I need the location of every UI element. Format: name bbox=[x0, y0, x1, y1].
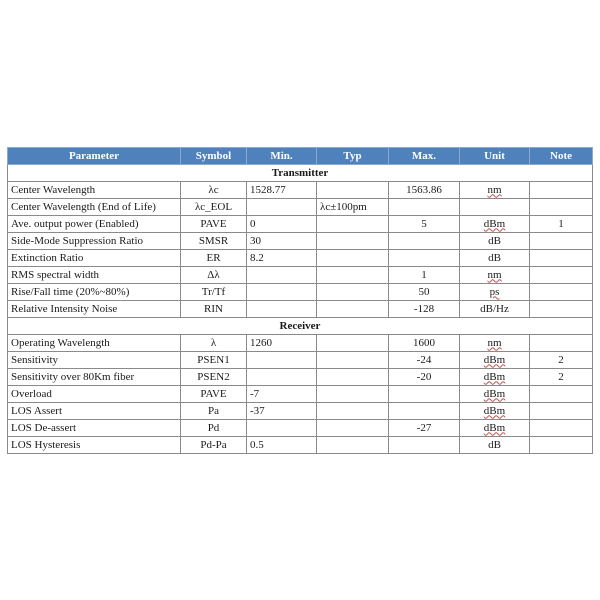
cell-unit bbox=[460, 420, 530, 437]
cell-symbol: Δλ bbox=[181, 267, 247, 284]
cell-max: 1600 bbox=[389, 335, 460, 352]
table-row bbox=[8, 335, 593, 352]
cell-typ bbox=[317, 420, 389, 437]
section-title: Transmitter bbox=[8, 165, 593, 182]
cell-typ bbox=[317, 386, 389, 403]
cell-typ bbox=[317, 267, 389, 284]
cell-symbol: PAVE bbox=[181, 216, 247, 233]
cell-symbol: ER bbox=[181, 250, 247, 267]
cell-note: 2 bbox=[530, 369, 593, 386]
cell-max: -128 bbox=[389, 301, 460, 318]
cell-max: -24 bbox=[389, 352, 460, 369]
cell-max: 1563.86 bbox=[389, 182, 460, 199]
spec-table bbox=[7, 147, 593, 454]
cell-note bbox=[530, 199, 593, 216]
header-parameter: Parameter bbox=[8, 148, 181, 165]
cell-note bbox=[530, 420, 593, 437]
cell-parameter: Side-Mode Suppression Ratio bbox=[8, 233, 181, 250]
cell-unit: dB/Hz bbox=[460, 301, 530, 318]
cell-min bbox=[247, 267, 317, 284]
cell-parameter: RMS spectral width bbox=[8, 267, 181, 284]
cell-parameter: Center Wavelength bbox=[8, 182, 181, 199]
cell-max bbox=[389, 250, 460, 267]
cell-parameter: Sensitivity bbox=[8, 352, 181, 369]
cell-symbol: λc bbox=[181, 182, 247, 199]
header-min: Min. bbox=[247, 148, 317, 165]
cell-typ bbox=[317, 284, 389, 301]
cell-symbol: λ bbox=[181, 335, 247, 352]
cell-symbol: PSEN2 bbox=[181, 369, 247, 386]
cell-unit bbox=[460, 386, 530, 403]
cell-note bbox=[530, 301, 593, 318]
cell-symbol: Pa bbox=[181, 403, 247, 420]
cell-parameter: Overload bbox=[8, 386, 181, 403]
cell-unit bbox=[460, 267, 530, 284]
unit-text: nm bbox=[487, 183, 502, 196]
cell-max bbox=[389, 386, 460, 403]
cell-note bbox=[530, 437, 593, 454]
table-row bbox=[8, 250, 593, 267]
header-symbol: Symbol bbox=[181, 148, 247, 165]
table-row bbox=[8, 284, 593, 301]
cell-symbol: Pd-Pa bbox=[181, 437, 247, 454]
header-row bbox=[8, 148, 593, 165]
cell-typ bbox=[317, 437, 389, 454]
cell-symbol: Tr/Tf bbox=[181, 284, 247, 301]
cell-typ: λc±100pm bbox=[317, 199, 389, 216]
cell-unit bbox=[460, 216, 530, 233]
cell-min: 0 bbox=[247, 216, 317, 233]
cell-typ bbox=[317, 403, 389, 420]
cell-min bbox=[247, 301, 317, 318]
unit-text: nm bbox=[487, 336, 502, 349]
cell-min: 1260 bbox=[247, 335, 317, 352]
table-row bbox=[8, 352, 593, 369]
table-row bbox=[8, 199, 593, 216]
cell-note bbox=[530, 386, 593, 403]
cell-unit bbox=[460, 369, 530, 386]
cell-parameter: LOS Assert bbox=[8, 403, 181, 420]
table-row bbox=[8, 420, 593, 437]
cell-unit bbox=[460, 284, 530, 301]
cell-symbol: PAVE bbox=[181, 386, 247, 403]
table-row bbox=[8, 369, 593, 386]
cell-typ bbox=[317, 182, 389, 199]
cell-max bbox=[389, 437, 460, 454]
cell-unit: dB bbox=[460, 233, 530, 250]
cell-note bbox=[530, 182, 593, 199]
cell-typ bbox=[317, 352, 389, 369]
cell-unit bbox=[460, 199, 530, 216]
table-row bbox=[8, 233, 593, 250]
cell-min: 0.5 bbox=[247, 437, 317, 454]
header-unit: Unit bbox=[460, 148, 530, 165]
cell-min bbox=[247, 369, 317, 386]
unit-text: ps bbox=[489, 285, 500, 298]
cell-symbol: λc_EOL bbox=[181, 199, 247, 216]
cell-note: 1 bbox=[530, 216, 593, 233]
table-row bbox=[8, 301, 593, 318]
table-row bbox=[8, 386, 593, 403]
cell-parameter: Extinction Ratio bbox=[8, 250, 181, 267]
cell-min bbox=[247, 352, 317, 369]
cell-note bbox=[530, 233, 593, 250]
cell-symbol: SMSR bbox=[181, 233, 247, 250]
table-row bbox=[8, 437, 593, 454]
cell-note bbox=[530, 267, 593, 284]
cell-note bbox=[530, 403, 593, 420]
table-row bbox=[8, 216, 593, 233]
unit-text: nm bbox=[487, 268, 502, 281]
cell-note bbox=[530, 284, 593, 301]
section-title: Receiver bbox=[8, 318, 593, 335]
cell-min: 8.2 bbox=[247, 250, 317, 267]
cell-parameter: Rise/Fall time (20%~80%) bbox=[8, 284, 181, 301]
section-row bbox=[8, 318, 593, 335]
header-note: Note bbox=[530, 148, 593, 165]
unit-text: dBm bbox=[483, 370, 506, 383]
cell-typ bbox=[317, 301, 389, 318]
cell-unit bbox=[460, 403, 530, 420]
cell-symbol: PSEN1 bbox=[181, 352, 247, 369]
unit-text: dBm bbox=[483, 387, 506, 400]
table-row bbox=[8, 403, 593, 420]
table-body bbox=[8, 165, 593, 454]
cell-typ bbox=[317, 216, 389, 233]
cell-min bbox=[247, 199, 317, 216]
cell-max bbox=[389, 233, 460, 250]
header-typ: Typ bbox=[317, 148, 389, 165]
cell-parameter: Center Wavelength (End of Life) bbox=[8, 199, 181, 216]
cell-parameter: Ave. output power (Enabled) bbox=[8, 216, 181, 233]
cell-unit: dB bbox=[460, 250, 530, 267]
cell-unit bbox=[460, 352, 530, 369]
cell-min: -7 bbox=[247, 386, 317, 403]
cell-note bbox=[530, 250, 593, 267]
cell-symbol: RIN bbox=[181, 301, 247, 318]
cell-unit: dB bbox=[460, 437, 530, 454]
cell-typ bbox=[317, 233, 389, 250]
cell-parameter: Sensitivity over 80Km fiber bbox=[8, 369, 181, 386]
section-row bbox=[8, 165, 593, 182]
cell-max: 1 bbox=[389, 267, 460, 284]
cell-max: -20 bbox=[389, 369, 460, 386]
cell-max bbox=[389, 403, 460, 420]
cell-unit bbox=[460, 335, 530, 352]
cell-parameter: Operating Wavelength bbox=[8, 335, 181, 352]
cell-unit bbox=[460, 182, 530, 199]
unit-text: dBm bbox=[483, 421, 506, 434]
cell-min bbox=[247, 420, 317, 437]
cell-min bbox=[247, 284, 317, 301]
cell-typ bbox=[317, 250, 389, 267]
unit-text: dBm bbox=[483, 404, 506, 417]
cell-min: -37 bbox=[247, 403, 317, 420]
cell-note: 2 bbox=[530, 352, 593, 369]
cell-min: 1528.77 bbox=[247, 182, 317, 199]
cell-min: 30 bbox=[247, 233, 317, 250]
cell-note bbox=[530, 335, 593, 352]
unit-text: dBm bbox=[483, 353, 506, 366]
cell-max: 50 bbox=[389, 284, 460, 301]
cell-symbol: Pd bbox=[181, 420, 247, 437]
unit-text: dBm bbox=[483, 217, 506, 230]
table-row bbox=[8, 182, 593, 199]
table-row bbox=[8, 267, 593, 284]
cell-parameter: Relative Intensity Noise bbox=[8, 301, 181, 318]
cell-parameter: LOS De-assert bbox=[8, 420, 181, 437]
cell-max: 5 bbox=[389, 216, 460, 233]
cell-max: -27 bbox=[389, 420, 460, 437]
cell-typ bbox=[317, 369, 389, 386]
cell-parameter: LOS Hysteresis bbox=[8, 437, 181, 454]
header-max: Max. bbox=[389, 148, 460, 165]
cell-typ bbox=[317, 335, 389, 352]
cell-max bbox=[389, 199, 460, 216]
